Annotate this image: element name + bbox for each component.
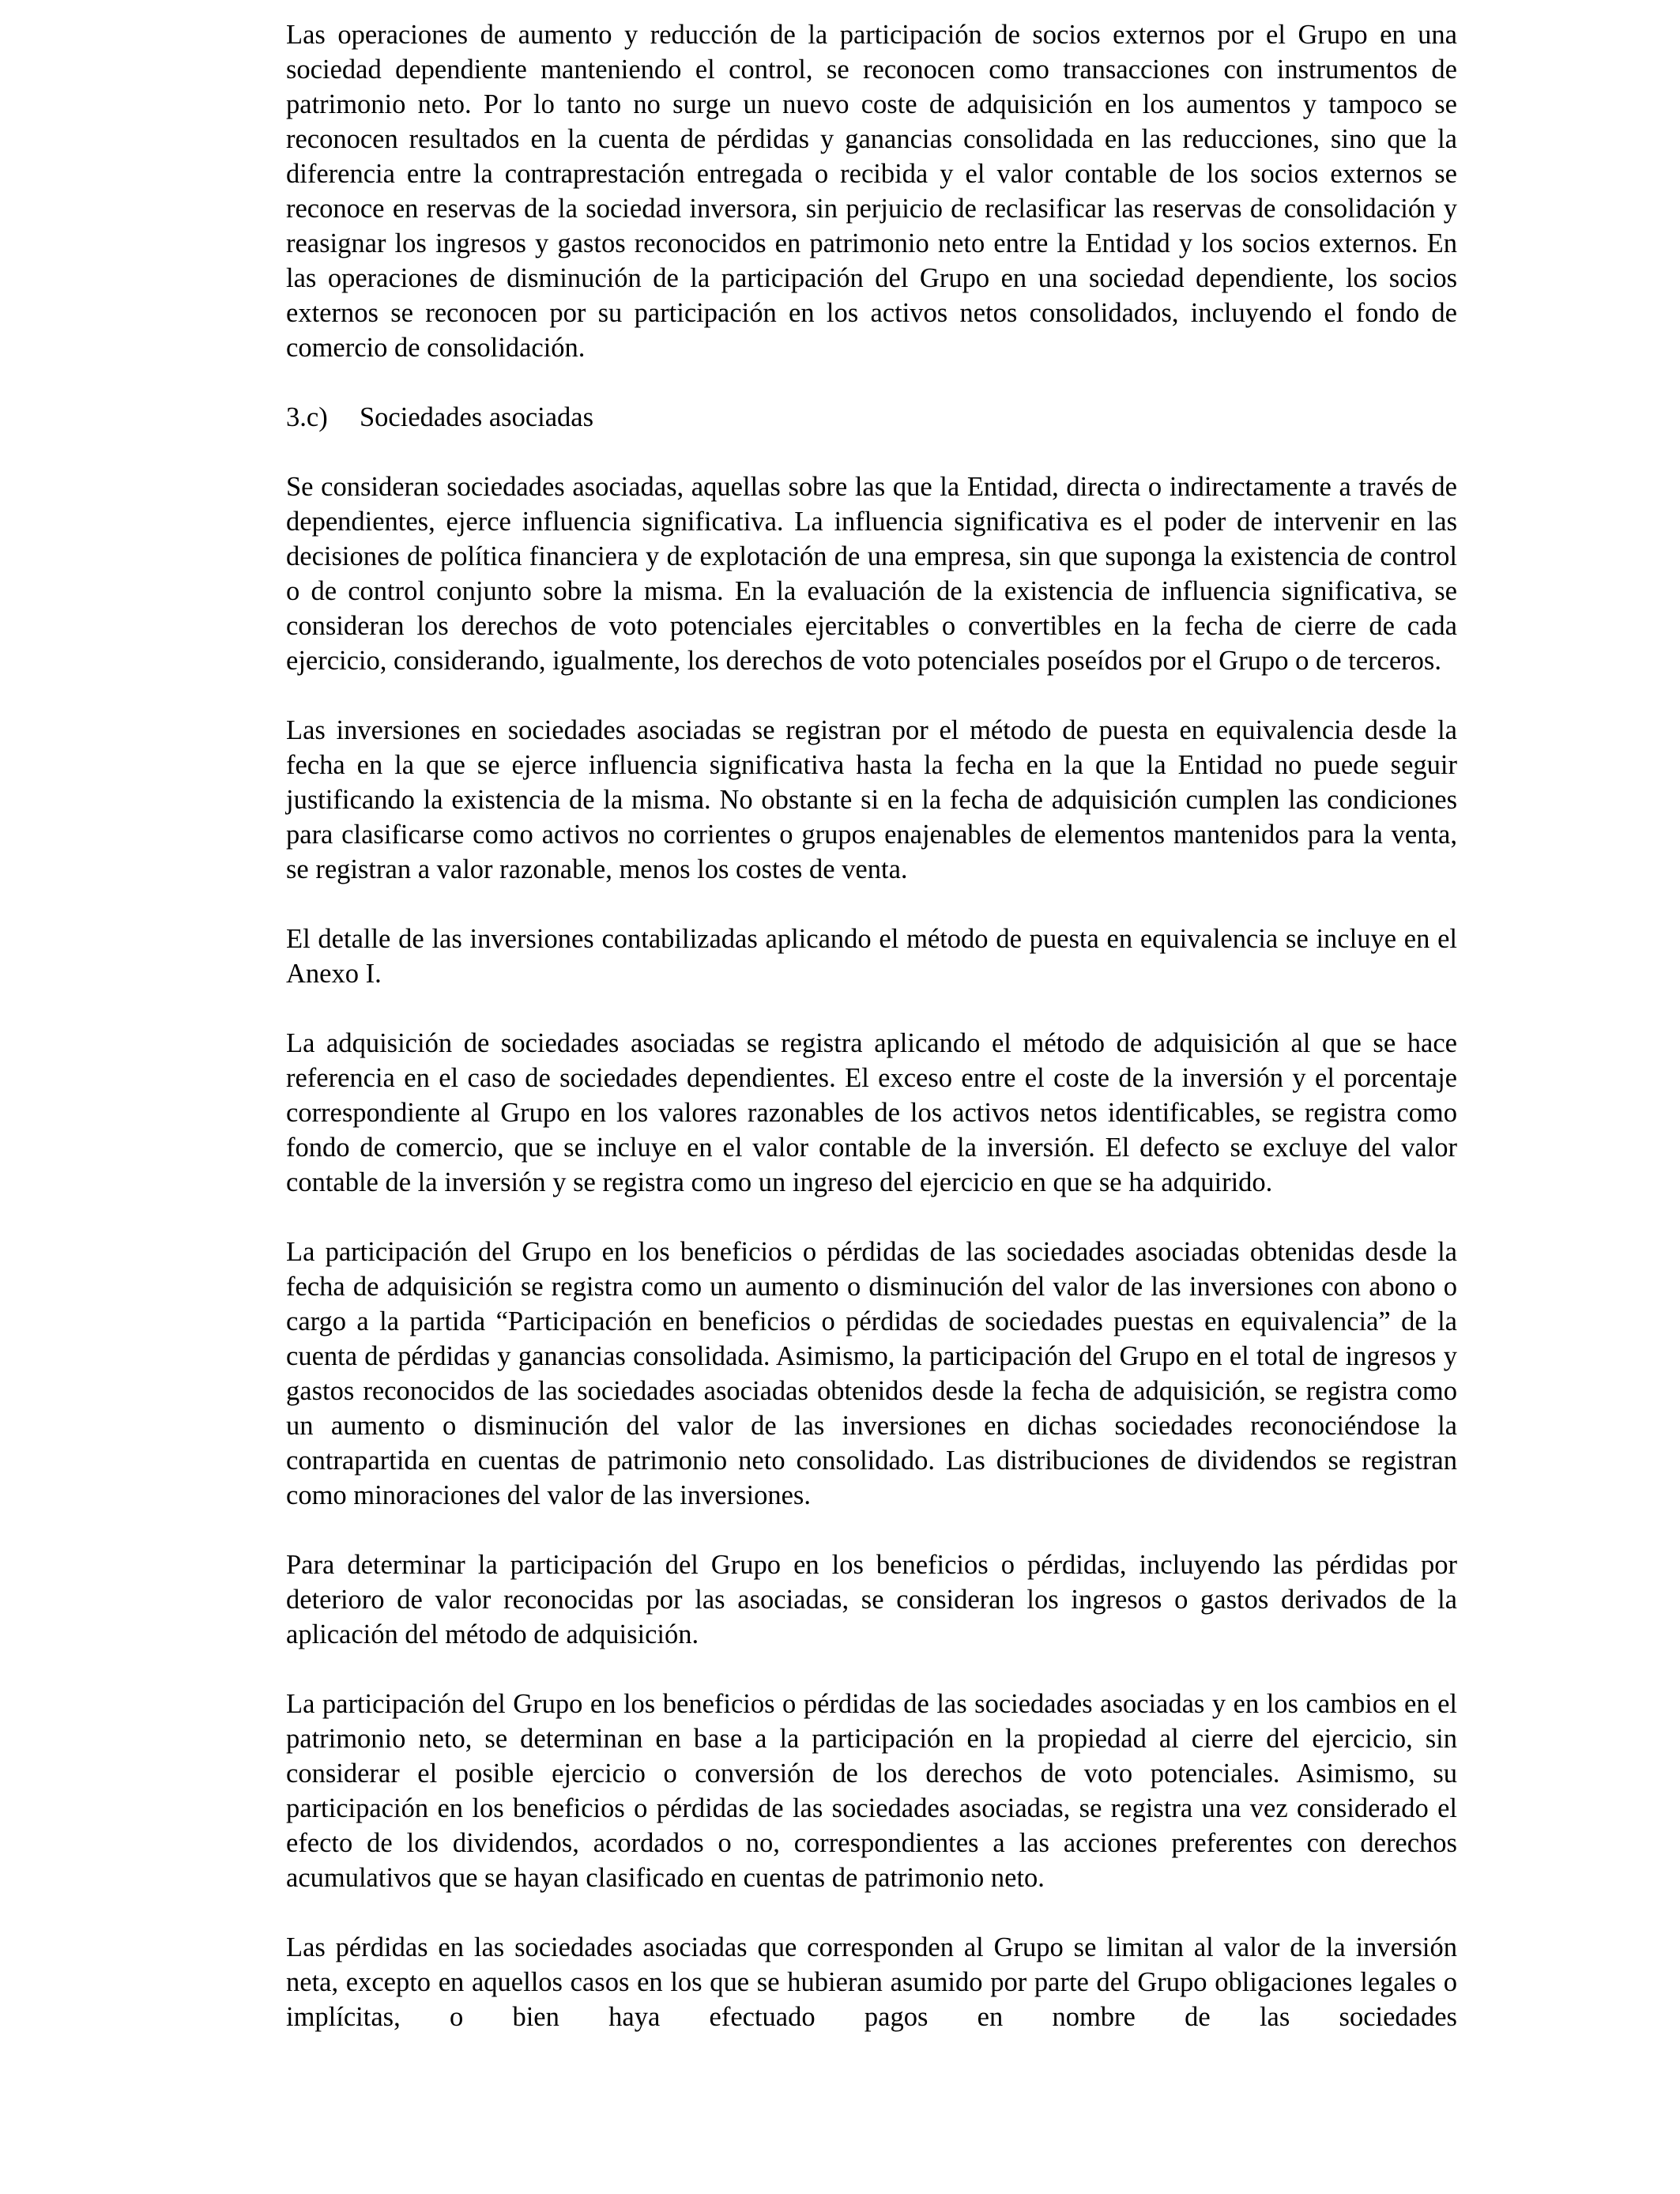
section-heading [286, 400, 1457, 435]
section-number: 3.c) [286, 402, 328, 432]
paragraph-participacion-beneficios: La participación del Grupo en los beneficios o pérdidas de las sociedades asociadas obtenidas desde la fecha de adquisición se registra como un aumento o disminución del valor de las inversiones con abono o cargo a la partida “Participación en beneficios o pérdidas de sociedades puestas en equivalencia” de la cuenta de pérdidas y ganancias consolidada. Asimismo, la participación del Grupo en el total de ingresos y gastos reconocidos de las sociedades asociadas obtenidos desde la fecha de adquisición, se registra como un aumento o disminución del valor de las inversiones en dichas sociedades reconociéndose la contrapartida en cuentas de patrimonio neto consolidado. Las distribuciones de dividendos se registran como minoraciones del valor de las inversiones. [286, 1237, 1457, 1510]
paragraph-definicion-asociadas: Se consideran sociedades asociadas, aquellas sobre las que la Entidad, directa o indirectamente a través de dependientes, ejerce influencia significativa. La influencia significativa es el poder de intervenir en las decisiones de política financiera y de explotación de una empresa, sin que suponga la existencia de control o de control conjunto sobre la misma. En la evaluación de la existencia de influencia significativa, se consideran los derechos de voto potenciales ejercitables o convertibles en la fecha de cierre de cada ejercicio, considerando, igualmente, los derechos de voto potenciales poseídos por el Grupo o de terceros. [286, 472, 1457, 676]
section-title: Sociedades asociadas [360, 402, 594, 432]
paragraph-anexo: El detalle de las inversiones contabilizadas aplicando el método de puesta en equivalencia se incluye en el Anexo I. [286, 924, 1457, 989]
paragraph-perdidas-limitadas: Las pérdidas en las sociedades asociadas que corresponden al Grupo se limitan al valor de la inversión neta, excepto en aquellos casos en los que se hubieran asumido por parte del Grupo obligaciones legales o implícitas, o bien haya efectuado pagos en nombre de las sociedades [286, 1932, 1457, 2032]
document-page [286, 17, 1457, 2069]
paragraph-adquisicion: La adquisición de sociedades asociadas se registra aplicando el método de adquisición al que se hace referencia en el caso de sociedades dependientes. El exceso entre el coste de la inversión y el porcentaje correspondiente al Grupo en los valores razonables de los activos netos identificables, se registra como fondo de comercio, que se incluye en el valor contable de la inversión. El defecto se excluye del valor contable de la inversión y se registra como un ingreso del ejercicio en que se ha adquirido. [286, 1028, 1457, 1197]
paragraph-puesta-en-equivalencia: Las inversiones en sociedades asociadas se registran por el método de puesta en equivalencia desde la fecha en la que se ejerce influencia significativa hasta la fecha en la que la Entidad no puede seguir justificando la existencia de la misma. No obstante si en la fecha de adquisición cumplen las condiciones para clasificarse como activos no corrientes o grupos enajenables de elementos mantenidos para la venta, se registran a valor razonable, menos los costes de venta. [286, 715, 1457, 884]
paragraph-deterioro: Para determinar la participación del Grupo en los beneficios o pérdidas, incluyendo las pérdidas por deterioro de valor reconocidas por las asociadas, se consideran los ingresos o gastos derivados de la aplicación del método de adquisición. [286, 1550, 1457, 1649]
paragraph-cambios-patrimonio: La participación del Grupo en los beneficios o pérdidas de las sociedades asociadas y en los cambios en el patrimonio neto, se determinan en base a la participación en la propiedad al cierre del ejercicio, sin considerar el posible ejercicio o conversión de los derechos de voto potenciales. Asimismo, su participación en los beneficios o pérdidas de las sociedades asociadas, se registra una vez considerado el efecto de los dividendos, acordados o no, correspondientes a las acciones preferentes con derechos acumulativos que se hayan clasificado en cuentas de patrimonio neto. [286, 1689, 1457, 1893]
paragraph-socios-externos: Las operaciones de aumento y reducción de la participación de socios externos por el Grupo en una sociedad dependiente manteniendo el control, se reconocen como transacciones con instrumentos de patrimonio neto. Por lo tanto no surge un nuevo coste de adquisición en los aumentos y tampoco se reconocen resultados en la cuenta de pérdidas y ganancias consolidada en las reducciones, sino que la diferencia entre la contraprestación entregada o recibida y el valor contable de los socios externos se reconoce en reservas de la sociedad inversora, sin perjuicio de reclasificar las reservas de consolidación y reasignar los ingresos y gastos reconocidos en patrimonio neto entre la Entidad y los socios externos. En las operaciones de disminución de la participación del Grupo en una sociedad dependiente, los socios externos se reconocen por su participación en los activos netos consolidados, incluyendo el fondo de comercio de consolidación. [286, 20, 1457, 363]
